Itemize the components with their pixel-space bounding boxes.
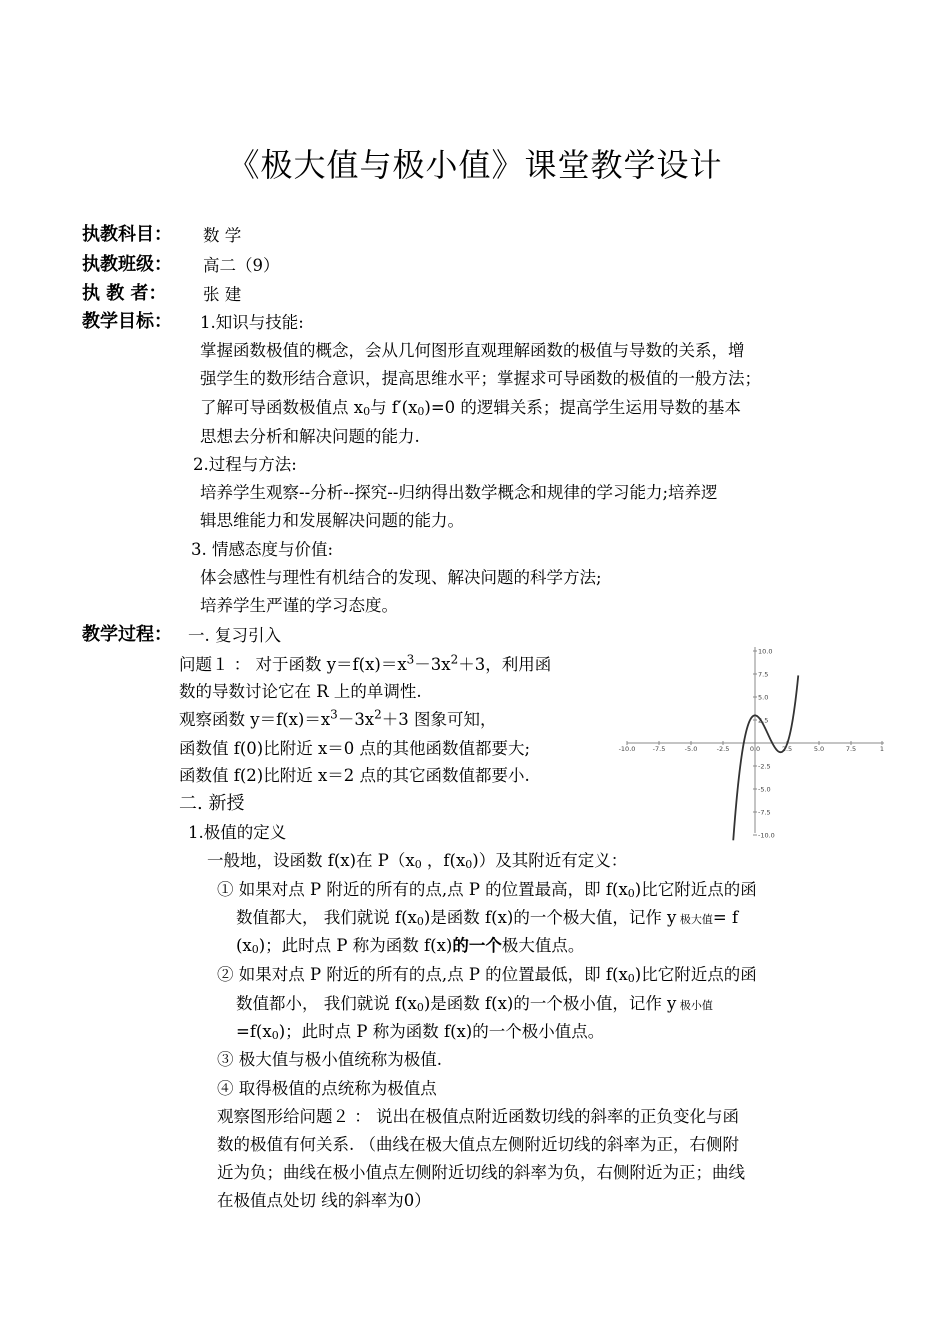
class-label: 执教班级： (82, 254, 172, 275)
goal1-line: 思想去分析和解决问题的能力. (200, 427, 420, 446)
question1-line: 问题１ ： 对于函数 $y=f(x)=x^3-3x^2+3$，利用函 (179, 652, 552, 674)
question2-line: 数的极值有何关系. （曲线在极大值点左侧附近切线的斜率为正，右侧附 (217, 1135, 739, 1154)
definition-heading: 1.极值的定义 (188, 823, 287, 842)
x-tick-label: 1 (879, 745, 885, 753)
question2-line: 近为负；曲线在极小值点左侧附近切线的斜率为负，右侧附近为正；曲线 (217, 1163, 745, 1182)
y-tick-label: -7.5 (758, 808, 771, 817)
subject-value: 数 学 (203, 226, 242, 245)
definition-item: ④ 取得极值的点统称为极值点 (217, 1079, 437, 1098)
section-new: 二. 新授 (179, 793, 245, 814)
y-tick-label: 2.5 (758, 716, 769, 725)
y-tick-label: 10.0 (758, 647, 773, 656)
y-tick-label: 7.5 (758, 670, 769, 679)
question2-line: 观察图形给问题２ ： 说出在极值点附近函数切线的斜率的正负变化与函 (217, 1107, 739, 1126)
teacher-value: 张 建 (203, 285, 242, 304)
y-tick-label: -5.0 (758, 785, 771, 794)
section-review: 一. 复习引入 (188, 626, 281, 645)
question1-line: 数的导数讨论它在 R 上的单调性. (179, 682, 422, 701)
x-tick-label: -7.5 (652, 745, 666, 753)
function-graph (618, 645, 888, 840)
x-tick-label: 7.5 (845, 745, 857, 753)
goal3-line: 体会感性与理性有机结合的发现、解决问题的科学方法; (200, 568, 602, 587)
definition-item: ③ 极大值与极小值统称为极值. (217, 1050, 442, 1069)
class-value: 高二（9） (203, 256, 280, 275)
y-tick-label: 5.0 (758, 693, 769, 702)
goal2-line: 培养学生观察--分析--探究--归纳得出数学概念和规律的学习能力;培养逻 (200, 483, 718, 502)
goal3-line: 培养学生严谨的学习态度。 (200, 596, 398, 615)
x-tick-label: -2.5 (716, 745, 730, 753)
definition-item: ② 如果对点 P 附近的所有的点,点 P 的位置最低，即 f(x0)比它附近点的函 (217, 965, 757, 985)
subject-label: 执教科目： (82, 224, 172, 245)
goal2-line: 辑思维能力和发展解决问题的能力。 (200, 511, 464, 530)
x-tick-label: 2.5 (781, 745, 793, 753)
y-tick-label: -10.0 (758, 831, 775, 840)
page-title: 《极大值与极小值》课堂教学设计 (227, 146, 723, 184)
goal2-heading: 2.过程与方法: (193, 455, 297, 474)
goals-label: 教学目标： (82, 311, 172, 332)
x-tick-label: 5.0 (813, 745, 825, 753)
x-tick-label: 0.0 (749, 745, 761, 753)
goal3-heading: 3. 情感态度与价值: (191, 540, 334, 559)
goal1-line: 掌握函数极值的概念，会从几何图形直观理解函数的极值与导数的关系，增 (200, 341, 745, 360)
goal1-line: 强学生的数形结合意识，提高思维水平；掌握求可导函数的极值的一般方法； (200, 369, 761, 388)
definition-item: =f(x0)；此时点 P 称为函数 f(x)的一个极小值点。 (236, 1022, 605, 1042)
definition-item: ① 如果对点 P 附近的所有的点,点 P 的位置最高，即 f(x0)比它附近点的函 (217, 880, 757, 900)
x-tick-label: -5.0 (684, 745, 698, 753)
x-tick-label: -10.0 (618, 745, 636, 753)
process-label: 教学过程： (82, 624, 172, 645)
definition-item: 数值都小， 我们就说 f(x0)是函数 f(x)的一个极小值，记作 y 极小值 (236, 994, 713, 1014)
y-tick-label: -2.5 (758, 762, 771, 771)
definition-item: 数值都大， 我们就说 f(x0)是函数 f(x)的一个极大值，记作 y 极大值= f (236, 908, 739, 928)
question2-line: 在极值点处切 线的斜率为0） (217, 1191, 431, 1210)
observe-line: 观察函数 $y=f(x)=x^3-3x^2+3$ 图象可知， (179, 707, 497, 729)
definition-intro: 一般地，设函数 f(x)在 P（x0 ，f(x0)）及其附近有定义： (207, 851, 628, 871)
goal1-line: 了解可导函数极值点 x0与 f′(x0)=0 的逻辑关系；提高学生运用导数的基本 (200, 398, 741, 418)
goal1-heading: 1.知识与技能: (200, 313, 304, 332)
observe-line: 函数值 f(0)比附近 x＝0 点的其他函数值都要大; (179, 739, 531, 758)
teacher-label: 执 教 者： (82, 283, 167, 304)
observe-line: 函数值 f(2)比附近 x＝2 点的其它函数值都要小. (179, 766, 530, 785)
definition-item: (x0)；此时点 P 称为函数 f(x)的一个极大值点。 (236, 936, 585, 956)
